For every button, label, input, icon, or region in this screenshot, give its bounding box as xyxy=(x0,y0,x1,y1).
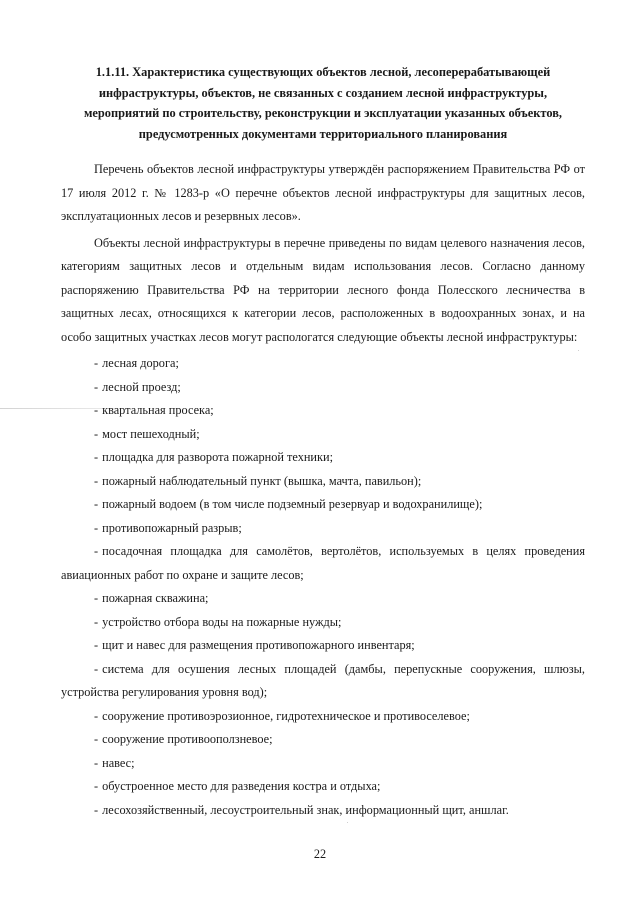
list-item xyxy=(61,470,585,494)
infrastructure-list xyxy=(61,352,585,822)
list-dash: - xyxy=(94,403,99,417)
scan-artifact-dot xyxy=(347,822,348,823)
list-item xyxy=(61,799,585,823)
heading-line: инфраструктуры, объектов, не связанных с созданием лесной инфраструктуры, xyxy=(98,85,548,100)
paragraph-objects: Объекты лесной инфраструктуры в перечне приведены по видам целевого назначения лесов, категориям защитных лесов и отдельным видам использования лесов. Согласно данному распоряжению Правительства РФ на территории лесного фонда Полесского лесничества в защитных лесах, относящихся к категории лесов, расположенных в водоохранных зонах, и на особо защитных участках лесов могут распологатся следующие объекты лесной инфраструктуры: xyxy=(61,235,585,344)
list-item-text: навес; xyxy=(102,755,135,770)
list-dash: - xyxy=(94,732,99,746)
list-item xyxy=(61,540,585,587)
list-item-text: площадка для разворота пожарной техники; xyxy=(102,450,333,464)
list-item-text: устройство отбора воды на пожарные нужды; xyxy=(102,614,342,629)
list-item xyxy=(61,493,585,517)
list-dash: - xyxy=(94,544,99,558)
list-item-text: противопожарный разрыв; xyxy=(102,520,242,535)
list-dash: - xyxy=(94,708,99,723)
list-dash: - xyxy=(94,379,99,394)
list-dash: - xyxy=(94,450,99,464)
list-item-text: сооружение противооползневое; xyxy=(102,732,273,746)
list-item-text: лесная дорога; xyxy=(102,356,179,370)
list-item-text: пожарный водоем (в том числе подземный резервуар и водохранилище); xyxy=(102,497,483,511)
list-item-text: щит и навес для размещения противопожарного инвентаря; xyxy=(102,638,415,652)
list-dash: - xyxy=(94,802,99,817)
list-item-text: квартальная просека; xyxy=(102,403,214,417)
list-item xyxy=(61,658,585,705)
heading-line: 1.1.11. Характеристика существующих объектов лесной, лесоперерабатывающей xyxy=(95,65,551,79)
page-number: 22 xyxy=(313,847,327,861)
heading-line: мероприятий по строительству, реконструкции и эксплуатации указанных объектов, xyxy=(83,106,563,120)
list-item-text: пожарный наблюдательный пункт (вышка, мачта, павильон); xyxy=(102,473,422,488)
list-item xyxy=(61,376,585,400)
list-dash: - xyxy=(94,779,99,793)
list-item xyxy=(61,611,585,635)
list-item xyxy=(61,517,585,541)
list-item xyxy=(61,587,585,611)
section-heading xyxy=(61,62,585,144)
list-dash: - xyxy=(94,356,99,370)
document-body xyxy=(61,62,585,822)
list-item-text: система для осушения лесных площадей (дамбы, перепускные сооружения, шлюзы, устройства регулирования уровня вод); xyxy=(61,661,585,699)
list-item-text: сооружение противоэрозионное, гидротехническое и противоселевое; xyxy=(102,708,470,723)
list-dash: - xyxy=(94,520,99,535)
list-item xyxy=(61,634,585,658)
heading-line: предусмотренных документами территориального планирования xyxy=(138,126,508,141)
paragraph-decree: Перечень объектов лесной инфраструктуры утверждён распоряжением Правительства РФ от 17 июля 2012 г. № 1283-р «О перечне объектов лесной инфраструктуры для защитных лесов, эксплуатационных лесов и резервных лесов». xyxy=(61,162,585,223)
list-dash: - xyxy=(94,591,99,605)
list-dash: - xyxy=(94,755,99,770)
list-dash: - xyxy=(94,614,99,629)
list-item-text: лесной проезд; xyxy=(102,379,181,394)
list-dash: - xyxy=(94,473,99,488)
list-dash: - xyxy=(94,638,99,652)
list-item xyxy=(61,446,585,470)
list-item-text: мост пешеходный; xyxy=(102,426,200,441)
list-item-text: пожарная скважина; xyxy=(102,591,209,605)
list-item xyxy=(61,728,585,752)
list-item xyxy=(61,775,585,799)
list-dash: - xyxy=(94,497,99,511)
list-item xyxy=(61,752,585,776)
list-item xyxy=(61,423,585,447)
list-dash: - xyxy=(94,661,99,676)
list-item xyxy=(61,352,585,376)
list-item xyxy=(61,399,585,423)
list-item-text: лесохозяйственный, лесоустроительный знак, информационный щит, аншлаг. xyxy=(102,802,509,817)
list-dash: - xyxy=(94,426,99,441)
list-item-text: обустроенное место для разведения костра и отдыха; xyxy=(102,779,381,793)
list-item-text: посадочная площадка для самолётов, вертолётов, используемых в целях проведения авиационных работ по охране и защите лесов; xyxy=(61,544,585,582)
list-item xyxy=(61,705,585,729)
